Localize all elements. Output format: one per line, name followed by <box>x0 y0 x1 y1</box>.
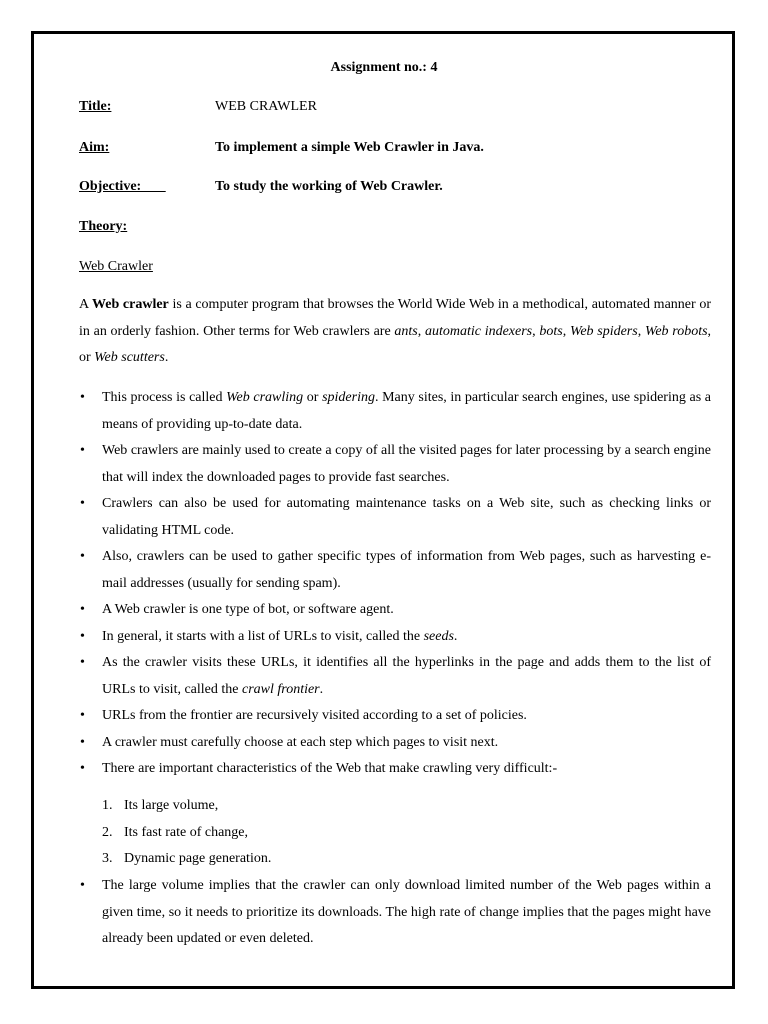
bullet-icon: • <box>80 549 85 564</box>
title-value: WEB CRAWLER <box>215 99 317 114</box>
numbered-item: 2. Its fast rate of change, <box>102 824 248 840</box>
bullet-icon: • <box>80 734 85 750</box>
bullet-icon: • <box>80 443 85 458</box>
title-label: Title: <box>79 99 112 114</box>
theory-heading: Theory: <box>79 219 128 234</box>
list-item: • The large volume implies that the crawler can only download limited number of the Web pages within a given time, so it needs to prioritize its downloads. The high rate of change implies that the pages might have already been updated or even deleted. <box>79 873 711 953</box>
objective-label: Objective: <box>79 179 166 194</box>
list-item: • Crawlers can also be used for automating maintenance tasks on a Web site, such as checking links or validating HTML code. <box>79 491 711 544</box>
bullet-icon: • <box>80 708 85 723</box>
list-item: • As the crawler visits these URLs, it identifies all the hyperlinks in the page and adds them to the list of URLs to visit, called the crawl frontier. <box>79 650 711 703</box>
list-item: • Also, crawlers can be used to gather specific types of information from Web pages, such as harvesting e-mail addresses (usually for sending spam). <box>79 544 711 597</box>
list-item: • Web crawlers are mainly used to create a copy of all the visited pages for later processing by a search engine that will index the downloaded pages to provide fast searches. <box>79 438 711 491</box>
aim-label: Aim: <box>79 140 110 155</box>
bullet-icon: • <box>80 761 85 776</box>
list-item: • A crawler must carefully choose at each step which pages to visit next. <box>79 730 711 757</box>
list-item: • URLs from the frontier are recursively visited according to a set of policies. <box>79 703 711 730</box>
list-item: • There are important characteristics of the Web that make crawling very difficult:- <box>79 756 711 783</box>
bullet-icon: • <box>80 628 85 644</box>
bullet-icon: • <box>80 390 85 405</box>
final-bullet-list <box>79 873 711 953</box>
list-item: • In general, it starts with a list of URLs to visit, called the seeds. <box>79 624 711 651</box>
assignment-number: Assignment no.: 4 <box>330 60 438 75</box>
bullet-list <box>79 385 711 783</box>
bullet-icon: • <box>80 496 85 511</box>
bullet-icon: • <box>80 602 85 617</box>
bullet-icon: • <box>80 655 85 670</box>
section-heading: Web Crawler <box>79 259 153 274</box>
list-item: • This process is called Web crawling or spidering. Many sites, in particular search engines, use spidering as a means of providing up-to-date data. <box>79 385 711 438</box>
intro-paragraph: A Web crawler is a computer program that browses the World Wide Web in a methodical, automated manner or in an orderly fashion. Other terms for Web crawlers are ants, automatic indexers, bots, Web spiders, Web robots, or Web scutters. <box>79 297 712 365</box>
aim-value: To implement a simple Web Crawler in Java. <box>215 140 484 155</box>
numbered-list <box>102 793 271 873</box>
numbered-item: 3. Dynamic page generation. <box>102 851 272 866</box>
numbered-item: 1. Its large volume, <box>102 798 219 813</box>
bullet-icon: • <box>80 878 85 893</box>
objective-value: To study the working of Web Crawler. <box>215 179 443 194</box>
list-item: • A Web crawler is one type of bot, or software agent. <box>79 597 711 624</box>
